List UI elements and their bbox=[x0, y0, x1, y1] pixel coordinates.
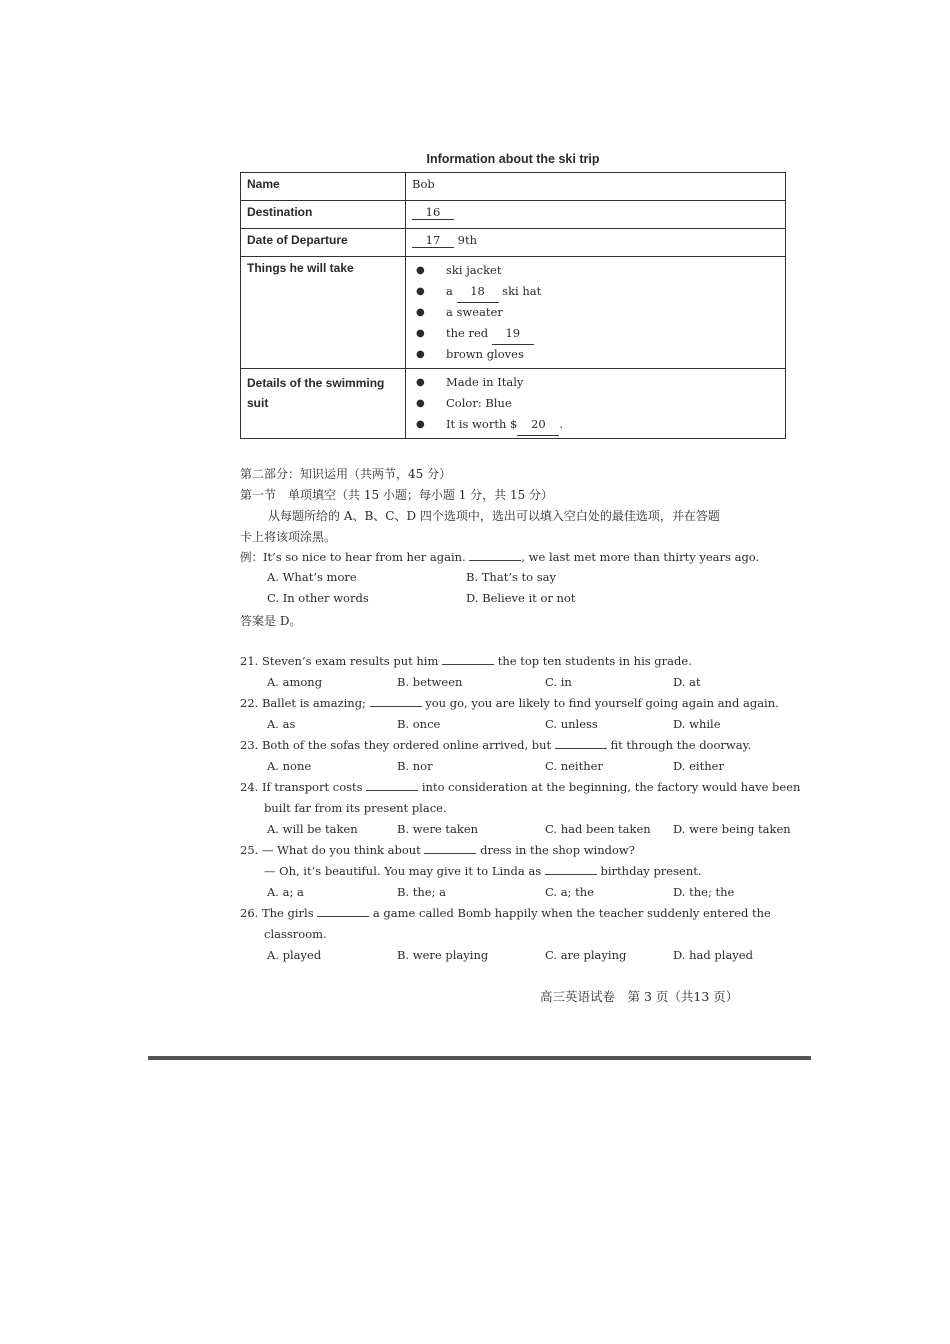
things-label: Things he will take bbox=[241, 257, 406, 369]
q24-option-c: C. had been taken bbox=[545, 822, 651, 836]
question-25: 25. — What do you think about dress in the shop window? bbox=[240, 843, 635, 857]
table-row bbox=[241, 173, 786, 201]
blank-19: 19 bbox=[492, 323, 534, 345]
q24-option-b: B. were taken bbox=[397, 822, 479, 836]
example-option-d: D. Believe it or not bbox=[466, 591, 576, 605]
date-value bbox=[406, 229, 786, 257]
blank-18: 18 bbox=[457, 281, 499, 303]
q21-option-d: D. at bbox=[673, 675, 701, 689]
q23-option-d: D. either bbox=[673, 759, 724, 773]
q26-option-b: B. were playing bbox=[397, 948, 489, 962]
q22-option-a: A. as bbox=[267, 717, 296, 731]
question-25-cont: — Oh, it’s beautiful. You may give it to Linda as birthday present. bbox=[264, 864, 702, 878]
table-row bbox=[241, 201, 786, 229]
list-item: ● Color: Blue bbox=[412, 393, 779, 414]
list-item: ● the red 19 bbox=[412, 323, 779, 344]
question-26-cont: classroom. bbox=[264, 927, 327, 941]
q23-option-b: B. nor bbox=[397, 759, 433, 773]
name-label: Name bbox=[241, 173, 406, 201]
list-item: ● Made in Italy bbox=[412, 372, 779, 393]
q26-option-c: C. are playing bbox=[545, 948, 627, 962]
table-row bbox=[241, 229, 786, 257]
list-item: ● a sweater bbox=[412, 302, 779, 323]
question-21: 21. Steven’s exam results put him the top ten students in his grade. bbox=[240, 654, 692, 668]
example-stem: 例：It’s so nice to hear from her again. , we last met more than thirty years ago. bbox=[240, 550, 760, 564]
blank-20: 20 bbox=[517, 414, 559, 436]
page-footer: 高三英语试卷 第 3 页（共13 页） bbox=[540, 989, 739, 1004]
question-23: 23. Both of the sofas they ordered online arrived, but fit through the doorway. bbox=[240, 738, 752, 752]
question-22: 22. Ballet is amazing; you go, you are likely to find yourself going again and again. bbox=[240, 696, 779, 710]
q26-option-a: A. played bbox=[267, 948, 322, 962]
instructions-line2: 卡上将该项涂黑。 bbox=[240, 530, 337, 544]
ski-trip-table bbox=[240, 172, 786, 439]
suit-list bbox=[412, 372, 779, 435]
question-26: 26. The girls a game called Bomb happily when the teacher suddenly entered the bbox=[240, 906, 771, 920]
destination-label: Destination bbox=[241, 201, 406, 229]
example-answer: 答案是 D。 bbox=[240, 614, 302, 628]
q25-option-a: A. a; a bbox=[267, 885, 304, 899]
suit-label: Details of the swimming suit bbox=[241, 369, 406, 439]
date-suffix: 9th bbox=[457, 233, 478, 247]
q25-option-b: B. the; a bbox=[397, 885, 446, 899]
q22-option-d: D. while bbox=[673, 717, 721, 731]
list-item: ● ski jacket bbox=[412, 260, 779, 281]
part2-heading: 第二部分：知识运用（共两节，45 分） bbox=[240, 467, 452, 481]
q21-option-a: A. among bbox=[267, 675, 323, 689]
example-option-c: C. In other words bbox=[267, 591, 369, 605]
q22-option-c: C. unless bbox=[545, 717, 598, 731]
name-value: Bob bbox=[406, 173, 786, 201]
things-list bbox=[412, 260, 779, 365]
section1-heading: 第一节 单项填空（共 15 小题；每小题 1 分，共 15 分） bbox=[240, 488, 554, 502]
q25-option-d: D. the; the bbox=[673, 885, 735, 899]
destination-value bbox=[406, 201, 786, 229]
question-24: 24. If transport costs into consideration at the beginning, the factory would have been bbox=[240, 780, 801, 794]
q26-option-d: D. had played bbox=[673, 948, 753, 962]
example-option-a: A. What’s more bbox=[267, 570, 357, 584]
q24-option-d: D. were being taken bbox=[673, 822, 791, 836]
scan-edge-divider bbox=[148, 1056, 811, 1060]
blank-17: 17 bbox=[412, 233, 454, 248]
q23-option-c: C. neither bbox=[545, 759, 603, 773]
table-row bbox=[241, 257, 786, 369]
question-24-cont: built far from its present place. bbox=[264, 801, 447, 815]
list-item: ● brown gloves bbox=[412, 344, 779, 365]
table-title: Information about the ski trip bbox=[426, 152, 600, 166]
date-label: Date of Departure bbox=[241, 229, 406, 257]
blank-line bbox=[469, 550, 521, 561]
q21-option-b: B. between bbox=[397, 675, 463, 689]
instructions-line1: 从每题所给的 A、B、C、D 四个选项中，选出可以填入空白处的最佳选项，并在答题 bbox=[268, 509, 720, 523]
q25-option-c: C. a; the bbox=[545, 885, 594, 899]
q24-option-a: A. will be taken bbox=[267, 822, 358, 836]
q21-option-c: C. in bbox=[545, 675, 572, 689]
list-item: ● It is worth $ 20 . bbox=[412, 414, 779, 435]
q22-option-b: B. once bbox=[397, 717, 441, 731]
list-item: ● a 18 ski hat bbox=[412, 281, 779, 302]
q23-option-a: A. none bbox=[267, 759, 312, 773]
example-option-b: B. That’s to say bbox=[466, 570, 556, 584]
blank-16: 16 bbox=[412, 205, 454, 220]
table-row bbox=[241, 369, 786, 439]
